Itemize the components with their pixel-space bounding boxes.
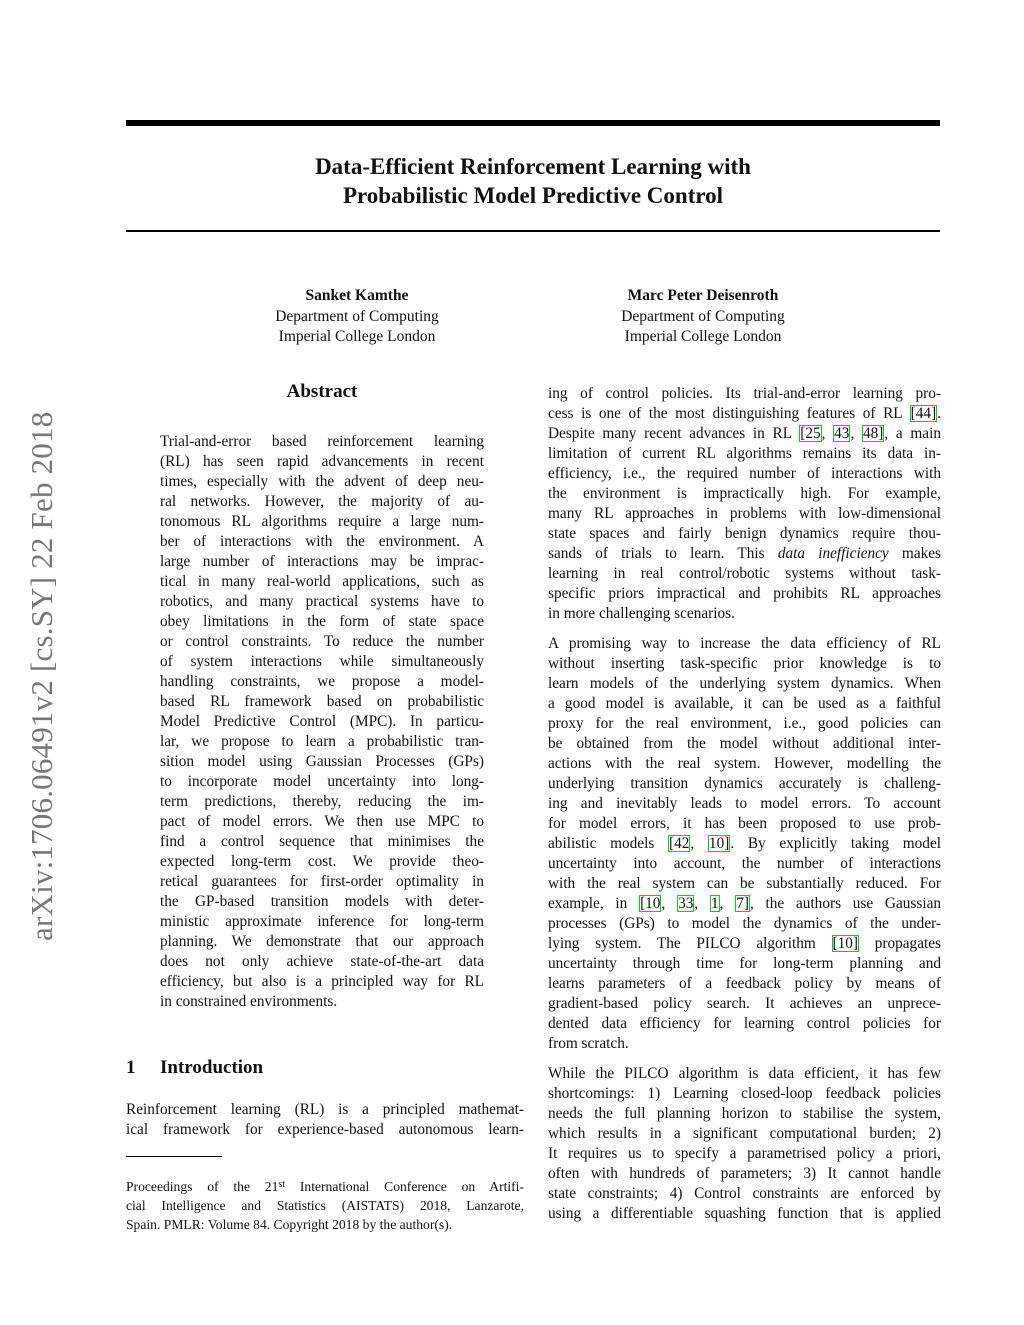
author-name: Marc Peter Deisenroth — [627, 287, 779, 304]
footnote-rule — [126, 1156, 222, 1157]
text-line: which results in a significant computational burden; 2) — [548, 1125, 941, 1142]
text-line: tonomous RL algorithms require a large num- — [160, 513, 484, 530]
section-number: 1 — [126, 1057, 136, 1078]
text-span: , — [694, 895, 710, 912]
text-line: actions with the real system. However, modelling the — [548, 755, 941, 772]
text-span: lying system. The PILCO algorithm — [548, 935, 832, 952]
text-span: , — [850, 425, 862, 442]
text-line: expected long-term cost. We provide theo- — [160, 853, 484, 870]
text-line: proxy for the real environment, i.e., good policies can — [548, 715, 941, 732]
citation-link[interactable]: 48] — [862, 425, 884, 442]
author-institution: Imperial College London — [278, 328, 436, 345]
text-line: ing of control policies. Its trial-and-error learning pro- — [548, 385, 941, 402]
text-line: learn models of the underlying system dynamics. When — [548, 675, 941, 692]
text-span: , — [690, 835, 708, 852]
author-department: Department of Computing — [621, 307, 785, 325]
text-line: specific priors impractical and prohibits RL approaches — [548, 585, 941, 602]
citation-link[interactable]: [10] — [832, 935, 859, 952]
text-line: for model errors, it has been proposed to use prob- — [548, 815, 941, 832]
section-heading-introduction — [126, 1057, 263, 1079]
text-line: (RL) has seen rapid advancements in recent — [160, 453, 484, 470]
paragraph-2 — [548, 634, 941, 1054]
footnote-line: Spain. PMLR: Volume 84. Copyright 2018 by the author(s). — [126, 1217, 453, 1232]
text-span: , the authors use Gaussian — [749, 895, 941, 912]
text-line: find a control sequence that minimises the — [160, 833, 484, 850]
title-line-2: Probabilistic Model Predictive Control — [342, 183, 724, 208]
abstract-heading: Abstract — [286, 381, 358, 402]
text-line: Model Predictive Control (MPC). In particu- — [160, 713, 484, 730]
text-line: planning. We demonstrate that our approach — [160, 933, 484, 950]
footnote-superscript: st — [278, 1179, 286, 1190]
text-line: often with hundreds of parameters; 3) It cannot handle — [548, 1165, 941, 1182]
text-line: in more challenging scenarios. — [548, 605, 735, 622]
text-span: , — [661, 895, 678, 912]
text-span: example, in — [548, 895, 640, 912]
text-line: sition model using Gaussian Processes (GPs) — [160, 753, 484, 770]
text-span: sands of trials to learn. This — [548, 545, 778, 562]
text-line: to incorporate model uncertainty into long- — [160, 773, 484, 790]
text-line: in constrained environments. — [160, 993, 338, 1010]
text-line: efficiency, but also is a principled way for RL — [160, 973, 484, 990]
text-line: Trial-and-error based reinforcement learning — [160, 433, 484, 450]
citation-link[interactable]: 43 — [834, 425, 850, 442]
footnote — [126, 1177, 524, 1234]
text-line: retical guarantees for first-order optimality in — [160, 873, 484, 890]
text-line: state spaces and fairly benign dynamics require thou- — [548, 525, 941, 542]
text-line: based RL framework based on probabilistic — [160, 693, 484, 710]
text-line: limitation of current RL algorithms remains its data in- — [548, 445, 941, 462]
text-line: learning in real control/robotic systems without task- — [548, 565, 941, 582]
text-line: uncertainty through time for long-term planning and — [548, 955, 941, 972]
text-line: It requires us to specify a parametrised policy a priori, — [548, 1145, 941, 1162]
text-line: times, especially with the advent of deep neu- — [160, 473, 484, 490]
abstract-body — [160, 432, 484, 1012]
author-institution: Imperial College London — [624, 328, 782, 345]
text-span: , — [821, 425, 834, 442]
citation-link[interactable]: 33 — [678, 895, 694, 912]
text-line: dented data efficiency for learning control policies for — [548, 1015, 941, 1032]
text-span: , a main — [884, 425, 941, 442]
author-name: Sanket Kamthe — [305, 287, 409, 304]
text-line: be obtained from the model without additional inter- — [548, 735, 941, 752]
footnote-text: Proceedings of the 21 — [126, 1179, 279, 1194]
citation-link[interactable]: [44] — [910, 405, 937, 422]
footnote-line: cial Intelligence and Statistics (AISTATS) 2018, Lanzarote, — [126, 1198, 524, 1213]
text-line: tical in many real-world applications, such as — [160, 573, 484, 590]
citation-link[interactable]: 7] — [736, 895, 749, 912]
text-line: with the real system can be substantially reduced. For — [548, 875, 941, 892]
paragraph-1 — [548, 384, 941, 624]
text-line: pact of model errors. We then use MPC to — [160, 813, 484, 830]
footnote-text: International Conference on Artifi- — [285, 1179, 524, 1194]
text-span: cess is one of the most distinguishing features of RL — [548, 405, 910, 422]
citation-link[interactable]: 1 — [710, 895, 719, 912]
text-line: without inserting task-specific prior knowledge is to — [548, 655, 941, 672]
citation-link[interactable]: [25 — [800, 425, 821, 442]
text-line: lar, we propose to learn a probabilistic tran- — [160, 733, 484, 750]
text-line: robotics, and many practical systems have to — [160, 593, 484, 610]
author-block-2 — [553, 286, 853, 348]
text-line: shortcomings: 1) Learning closed-loop feedback policies — [548, 1085, 941, 1102]
title-line-1: Data-Efficient Reinforcement Learning with — [315, 154, 751, 179]
title-bottom-rule — [126, 230, 940, 232]
title-top-rule — [126, 120, 940, 126]
text-line: handling constraints, we propose a model- — [160, 673, 484, 690]
text-span: makes — [888, 545, 941, 562]
text-span: . — [937, 405, 941, 422]
author-department: Department of Computing — [275, 307, 439, 325]
text-line: term predictions, thereby, reducing the im- — [160, 793, 484, 810]
text-line: using a differentiable squashing function that is applied — [548, 1205, 941, 1222]
text-line: Reinforcement learning (RL) is a principled mathemat- — [126, 1101, 524, 1118]
text-line: ber of interactions with the environment. A — [160, 533, 484, 550]
citation-link[interactable]: [42 — [669, 835, 690, 852]
text-line: underlying transition dynamics accurately is challeng- — [548, 775, 941, 792]
citation-link[interactable]: 10] — [708, 835, 730, 852]
text-line: uncertainty into account, the number of interactions — [548, 855, 941, 872]
arxiv-stamp: arXiv:1706.06491v2 [cs.SY] 22 Feb 2018 — [24, 411, 59, 941]
text-line: the environment is impractically high. For example, — [548, 485, 941, 502]
text-line: efficiency, i.e., the required number of interactions with — [548, 465, 941, 482]
section-title: Introduction — [160, 1057, 264, 1078]
text-line: gradient-based policy search. It achieves an unprece- — [548, 995, 941, 1012]
citation-link[interactable]: [10 — [640, 895, 661, 912]
text-line: of system interactions while simultaneously — [160, 653, 484, 670]
text-line: state constraints; 4) Control constraints are enforced by — [548, 1185, 941, 1202]
text-line: many RL approaches in problems with low-dimensional — [548, 505, 941, 522]
author-block-1 — [207, 286, 507, 348]
text-line: or control constraints. To reduce the number — [160, 633, 484, 650]
introduction-body — [126, 1100, 524, 1140]
text-line: ical framework for experience-based autonomous learn- — [126, 1121, 524, 1138]
text-line: ing and inevitably leads to model errors. To account — [548, 795, 941, 812]
text-line: ministic approximate inference for long-term — [160, 913, 484, 930]
text-span: , — [719, 895, 736, 912]
paper-title — [126, 152, 940, 210]
text-span: propagates — [859, 935, 941, 952]
text-line: a good model is available, it can be used as a faithful — [548, 695, 941, 712]
text-span: . By explicitly taking model — [730, 835, 941, 852]
text-line: does not only achieve state-of-the-art data — [160, 953, 484, 970]
text-line: needs the full planning horizon to stabilise the system, — [548, 1105, 941, 1122]
paragraph-3 — [548, 1064, 941, 1224]
text-line: processes (GPs) to model the dynamics of the under- — [548, 915, 941, 932]
emphasized-term: data inefficiency — [777, 545, 889, 562]
text-line: large number of interactions may be imprac- — [160, 553, 484, 570]
text-line: A promising way to increase the data efficiency of RL — [548, 635, 941, 652]
text-line: the GP-based transition models with deter- — [160, 893, 484, 910]
text-line: learns parameters of a feedback policy by means of — [548, 975, 941, 992]
text-span: Despite many recent advances in RL — [548, 425, 800, 442]
text-line: ral networks. However, the majority of au- — [160, 493, 484, 510]
text-line: from scratch. — [548, 1035, 629, 1052]
text-line: While the PILCO algorithm is data efficient, it has few — [548, 1065, 941, 1082]
text-line: obey limitations in the form of state space — [160, 613, 484, 630]
text-span: abilistic models — [548, 835, 668, 852]
